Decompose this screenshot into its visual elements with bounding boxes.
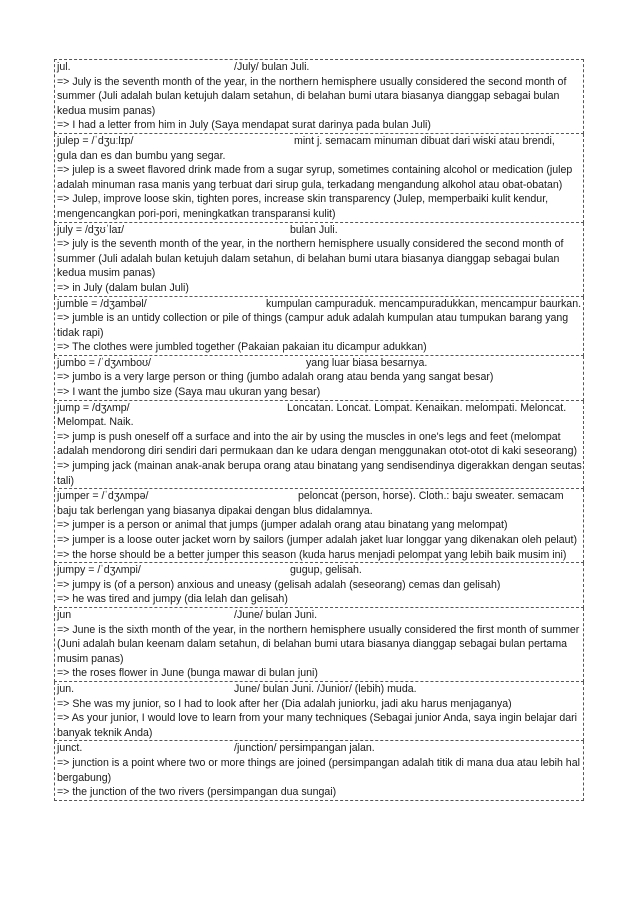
entry-header bbox=[57, 401, 582, 416]
entry-header bbox=[57, 297, 582, 312]
entry-definition: yang luar biasa besarnya. bbox=[306, 356, 428, 369]
entry-example: => the roses flower in June (bunga mawar di bulan juni) bbox=[57, 667, 318, 680]
entry-definition: /July/ bulan Juli. bbox=[234, 61, 310, 73]
entry-headword: jul. bbox=[57, 61, 71, 73]
entry-example: => I want the jumbo size (Saya mau ukuran yang besar) bbox=[57, 386, 321, 399]
entry-header bbox=[57, 563, 582, 578]
dictionary-page bbox=[54, 59, 584, 801]
entry-header bbox=[57, 60, 582, 75]
entry-example: => jumble is an untidy collection or pile of things (campur aduk adalah kumpulan atau tumpukan barang yang tidak rapi) bbox=[57, 312, 569, 339]
entry-example: => jumper is a loose outer jacket worn by sailors (jumper adalah jaket luar longgar yang dikenakan oleh pelaut) bbox=[57, 534, 577, 546]
entry-example: => jump is push oneself off a surface and into the air by using the muscles in one's legs and feet (melompat adalah mendorong diri sendiri dari permukaan dan ke udara dengan menggunakan otot-otot di kaki seseorang) bbox=[57, 430, 578, 458]
dictionary-entry-july bbox=[54, 223, 584, 297]
entry-example: => jumper is a person or animal that jumps (jumper adalah orang atau binatang yang melompat) bbox=[57, 519, 508, 532]
entry-definition: gugup, gelisah. bbox=[290, 564, 362, 577]
entry-example: => As your junior, I would love to learn from your many techniques (Sebagai junior Anda, saya ingin belajar dari banyak teknik Anda) bbox=[57, 712, 577, 739]
dictionary-entry-jun-abbr bbox=[54, 682, 584, 741]
dictionary-entry-jumble bbox=[54, 297, 584, 356]
entry-definition: /June/ bulan Juni. bbox=[234, 608, 318, 621]
entry-example: => the junction of the two rivers (persimpangan dua sungai) bbox=[57, 786, 337, 799]
entry-headword: jumbo = /ˈdʒʌmboʊ/ bbox=[57, 356, 151, 369]
dictionary-entry-junct bbox=[54, 741, 584, 800]
entry-definition: bulan Juli. bbox=[290, 223, 338, 236]
entry-headword: jumper = /ˈdʒʌmpə/ bbox=[57, 490, 149, 503]
entry-definition: mint j. semacam minuman dibuat dari wiski atau brendi, bbox=[294, 134, 555, 147]
dictionary-entry-jumbo bbox=[54, 356, 584, 401]
entry-example: => July is the seventh month of the year, in the northern hemisphere usually considered the second month of summer (Juli adalah bulan ketujuh dalam setahun, di belahan bumi utara biasanya dianggap sebagai bulan kedua musim panas) bbox=[57, 75, 567, 117]
entry-header bbox=[57, 356, 582, 371]
entry-example: => julep is a sweet flavored drink made from a sugar syrup, sometimes containing alcohol or medication (julep adalah minuman rasa manis yang terbuat dari sirup gula, terkadang mengandung alkohol atau obat-obatan) bbox=[57, 164, 573, 191]
entry-example: => he was tired and jumpy (dia lelah dan gelisah) bbox=[57, 593, 288, 606]
entry-example: => july is the seventh month of the year, in the northern hemisphere usually considered the second month of summer (Juli adalah bulan ketujuh dalam setahun, di belahan bumi utara biasanya dianggap sebagai bulan kedua musim panas) bbox=[57, 238, 564, 280]
entry-definition: Loncatan. Loncat. Lompat. Kenaikan. melompati. Meloncat. bbox=[287, 401, 567, 414]
dictionary-entry-jun bbox=[54, 608, 584, 682]
dictionary-entry-jumper bbox=[54, 489, 584, 563]
entry-definition: kumpulan campuraduk. mencampuradukkan, mencampur baurkan. bbox=[266, 297, 582, 310]
entry-headword: jumble = /dʒambəl/ bbox=[57, 297, 147, 310]
entry-definition-continuation: gula dan es dan bumbu yang segar. bbox=[57, 149, 226, 162]
dictionary-entry-jump bbox=[54, 401, 584, 490]
entry-example: => the horse should be a better jumper this season (kuda harus menjadi pelompat yang lebih baik musim ini) bbox=[57, 548, 567, 561]
entry-definition: /junction/ persimpangan jalan. bbox=[234, 742, 375, 755]
entry-example: => Julep, improve loose skin, tighten pores, increase skin transparency (Julep, memperbaiki kulit kendur, mengencangkan pori-pori, meningkatkan transparansi kulit) bbox=[57, 193, 549, 220]
entry-definition-continuation: baju tak berlengan yang biasanya dipakai dengan blus didalamnya. bbox=[57, 504, 373, 517]
entry-header bbox=[57, 134, 582, 149]
entry-example: => jumping jack (mainan anak-anak berupa orang atau binatang yang sendisendinya digerakkan dengan seutas tali) bbox=[57, 460, 582, 487]
entry-header bbox=[57, 608, 582, 623]
entry-headword: jun. bbox=[57, 682, 75, 695]
entry-example: => junction is a point where two or more things are joined (persimpangan adalah titik di mana dua atau lebih hal bergabung) bbox=[57, 756, 580, 784]
entry-example: => The clothes were jumbled together (Pakaian pakaian itu dicampur adukkan) bbox=[57, 341, 427, 354]
dictionary-entry-jul bbox=[54, 59, 584, 134]
entry-headword: junct. bbox=[57, 742, 83, 755]
entry-headword: jump = /dʒʌmp/ bbox=[57, 401, 130, 414]
entry-header bbox=[57, 682, 582, 697]
entry-example: => June is the sixth month of the year, in the northern hemisphere usually considered the first month of summer (Juni adalah bulan keenam dalam setahun, di belahan bumi utara biasanya dianggap sebagai bulan pertama musim panas) bbox=[57, 623, 580, 665]
entry-example: => jumbo is a very large person or thing (jumbo adalah orang atau benda yang sangat besar) bbox=[57, 371, 494, 384]
entry-headword: julep = /ˈdʒuːlɪp/ bbox=[57, 134, 134, 147]
entry-example: => in July (dalam bulan Juli) bbox=[57, 281, 189, 294]
dictionary-entry-julep bbox=[54, 134, 584, 223]
entry-example: => jumpy is (of a person) anxious and uneasy (gelisah adalah (seseorang) cemas dan gelisah) bbox=[57, 578, 501, 591]
dictionary-entry-jumpy bbox=[54, 563, 584, 608]
entry-definition-continuation: Melompat. Naik. bbox=[57, 416, 134, 429]
entry-headword: jumpy = /ˈdʒʌmpi/ bbox=[57, 564, 141, 577]
entry-header bbox=[57, 223, 582, 238]
entry-definition: June/ bulan Juni. /Junior/ (lebih) muda. bbox=[234, 682, 417, 695]
entry-header bbox=[57, 489, 582, 504]
entry-example: => I had a letter from him in July (Saya mendapat surat darinya pada bulan Juli) bbox=[57, 119, 431, 132]
entry-example: => She was my junior, so I had to look after her (Dia adalah juniorku, jadi aku harus menjaganya) bbox=[57, 697, 512, 710]
entry-headword: july = /dʒʊˈlaɪ/ bbox=[57, 223, 125, 236]
entry-definition: peloncat (person, horse). Cloth.: baju sweater. semacam bbox=[298, 490, 564, 503]
entry-headword: jun bbox=[57, 608, 72, 621]
entry-header bbox=[57, 741, 582, 756]
